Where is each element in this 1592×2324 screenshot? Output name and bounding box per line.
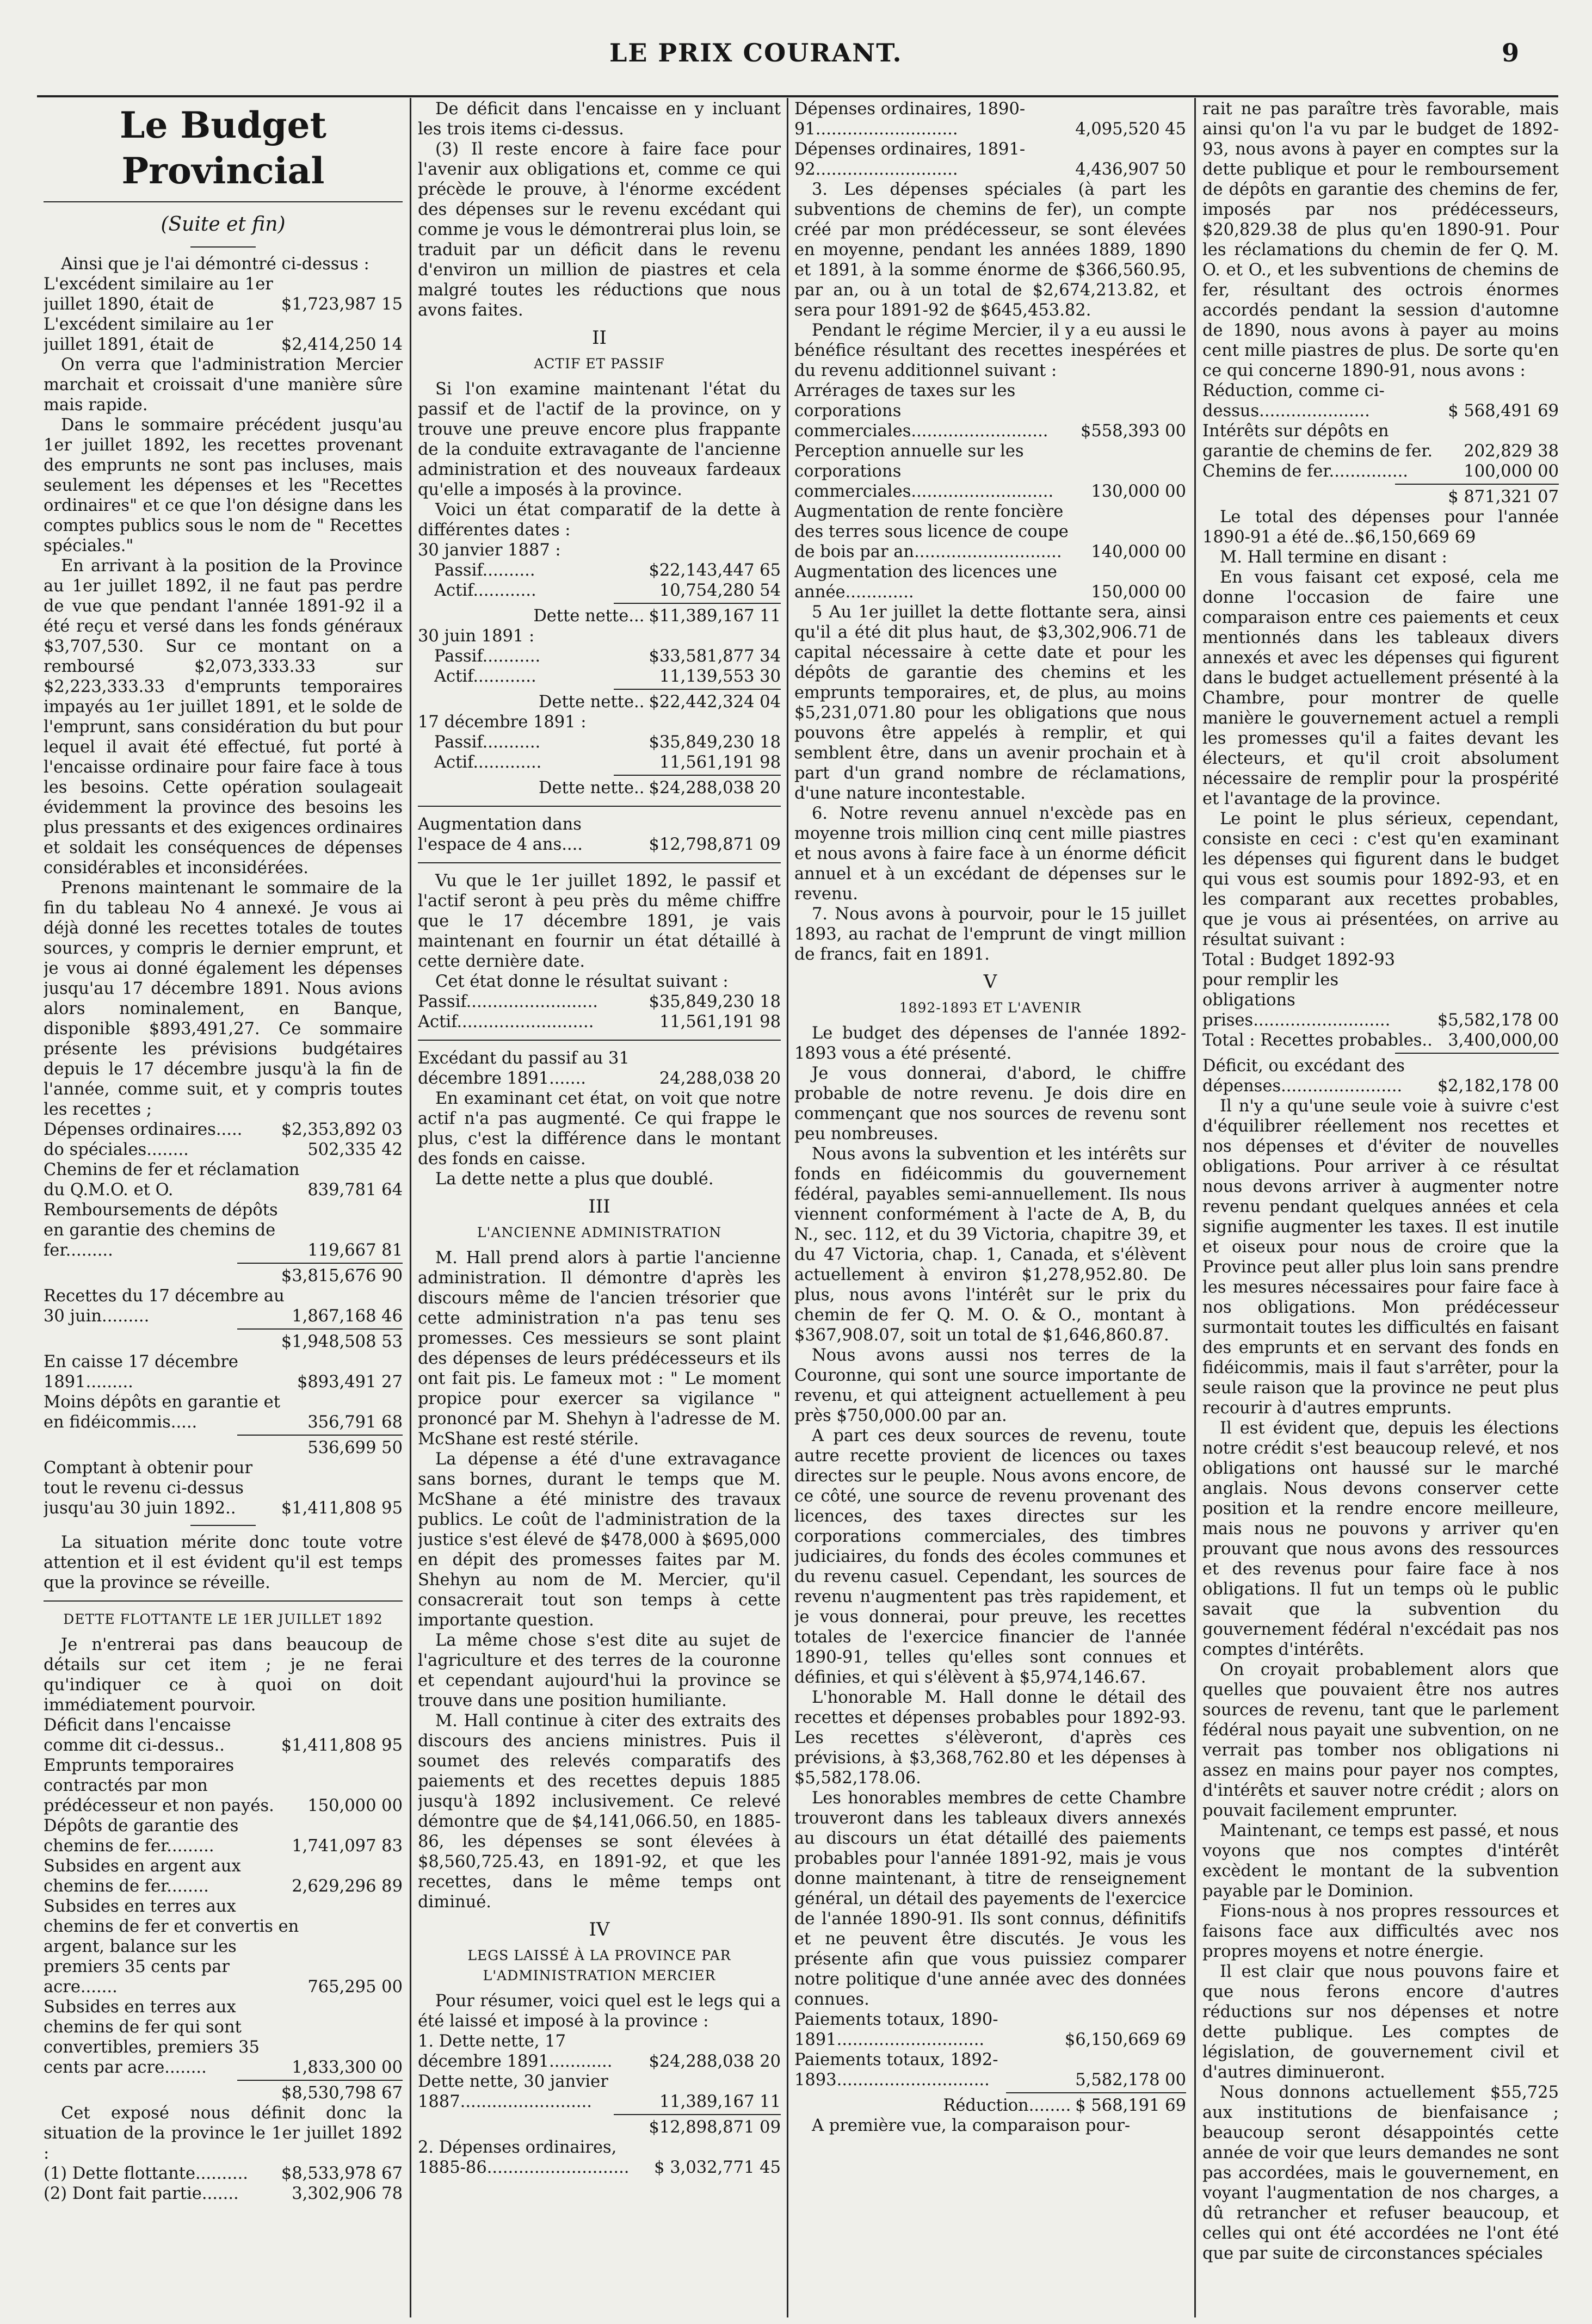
divider: [44, 201, 403, 202]
date-label: 30 janvier 1887 :: [418, 541, 561, 560]
page-number: 9: [1502, 38, 1520, 67]
paragraph: En examinant cet état, on voit que notre actif n'a pas augmenté. Ce qui frappe le plus, c'est la différence dans le montant des fonds en caisse.: [418, 1089, 781, 1169]
paragraph: On croyait probablement alors que quelles que pouvaient être nos autres sources de revenu, tant que le parlement fédéral nous payait une subvention, on ne verrait pas tomber nos obligations ni assez en mains pour payer nos comptes, d'intérêts et sauver notre crédit ; alors on pouvait facilement emprunter.: [1202, 1660, 1559, 1820]
column-rule: [1194, 98, 1196, 2317]
table-row: [44, 1286, 403, 1326]
row-amount: $35,849,230 18: [649, 992, 781, 1011]
paragraph: M. Hall continue à citer des extraits des discours des anciens ministres. Puis il soumet des relevés comparatifs des paiements et des recettes depuis 1885 jusqu'à 1892 inclusivement. Ce relevé démontre que de $4,141,066.50, en 1885-86, les dépenses se sont élevées à $8,560,725.43, en 1891-92, et que les recettes, dans le même temps ont diminué.: [418, 1711, 781, 1912]
amount-value: $1,723,987 15: [281, 295, 403, 314]
paragraph: Le budget des dépenses de l'année 1892-1893 vous a été présenté.: [794, 1024, 1186, 1063]
table-row: [44, 1896, 403, 1997]
total-row: [418, 778, 781, 798]
table-row: [44, 1140, 403, 1160]
table-row: [794, 139, 1186, 180]
row-amount: $5,582,178 00: [1437, 1011, 1559, 1030]
paragraph: Pour résumer, voici quel est le legs qui a été laissé et imposé à la province :: [418, 1992, 781, 2031]
total-amount: $ 568,191 69: [1075, 2096, 1186, 2115]
row-label: Emprunts temporaires contractés par mon prédécesseur et non payés.: [44, 1756, 274, 1815]
row-label: Chemins de fer...............: [1202, 462, 1408, 481]
row-label: Dette nette..: [539, 778, 645, 798]
column-2: [418, 99, 781, 2316]
row-label: Dette nette..: [539, 693, 645, 712]
row-label: Perception annuelle sur les corporations commerciales...........................: [794, 442, 1054, 501]
table-row: [418, 580, 781, 601]
row-amount: 11,139,553 30: [659, 667, 781, 686]
row-label: Chemins de fer et réclamation du Q.M.O. et O.: [44, 1160, 300, 1200]
paragraph: Voici un état comparatif de la dette à différentes dates :: [418, 500, 781, 540]
running-head: [0, 38, 1592, 71]
section-heading: ACTIF ET PASSIF: [534, 356, 665, 372]
row-amount: 502,335 42: [307, 1140, 403, 1159]
row-label: Moins dépôts en garantie et en fidéicommis.....: [44, 1393, 280, 1432]
paragraph: Nous donnons actuellement $55,725 aux institutions de bienfaisance ; beaucoup seront désappointés cette année de voir que leurs demandes ne sont pas accordées, mais le gouvernement, en voyant l'augmentation de nos charges, a dû retrancher et refuser beaucoup, et celles qui ont été accordées ne l'ont été que par suite de circonstances spéciales: [1202, 2083, 1559, 2263]
row-label: Recettes du 17 décembre au 30 juin.........: [44, 1287, 285, 1326]
date-label: 17 décembre 1891 :: [418, 713, 587, 732]
table-row: [44, 1997, 403, 2078]
row-amount: $1,411,808 95: [281, 1499, 403, 1518]
header-rule: [37, 95, 1558, 97]
row-label: Augmentation des licences une année.............: [794, 563, 1057, 602]
paragraph: Il est clair que nous pouvons faire et que nous ferons encore d'autres réductions sur nos dépenses et notre dette publique. Les comptes de législation, de gouvernement civil et d'autres diminueront.: [1202, 1962, 1559, 2082]
row-amount: 11,561,191 98: [659, 753, 781, 772]
row-label: Passif...........: [434, 647, 541, 666]
paragraph: Cet état donne le résultat suivant :: [435, 972, 729, 991]
paragraph: Pendant le régime Mercier, il y a eu aussi le bénéfice résultant des recettes inespérées et du revenu additionnel suivant :: [794, 321, 1186, 380]
paragraph: En arrivant à la position de la Province au 1er juillet 1892, il ne faut pas perdre de vue que pendant l'année 1891-92 il a été reçu et versé dans les fonds généraux $3,707,530. Sur ce montant on a remboursé $2,073,333.33 sur $2,223,333.33 d'emprunts temporaires impayés au 1er juillet 1891, et le solde de l'emprunt, sans considération du but pour lequel il avait été effectué, fut porté à l'encaisse ordinaire pour faire face à tous les besoins. Cette opération soulageait évidemment la province des besoins les plus pressants et des exigences ordinaires et soldait les conséquences de dépenses considérables et inconsidérées.: [44, 557, 403, 877]
total-amount: $11,389,167 11: [649, 607, 781, 626]
total-amount: $3,815,676 90: [281, 1266, 403, 1285]
row-label: Remboursements de dépôts en garantie des chemins de fer.........: [44, 1201, 278, 1260]
row-amount: 140,000 00: [1091, 542, 1186, 561]
table-row: [418, 992, 781, 1012]
table-row: [418, 560, 781, 580]
row-label: Total : Budget 1892-93 pour remplir les obligations prises..........................: [1202, 950, 1396, 1030]
row-amount: 11,561,191 98: [659, 1012, 781, 1031]
table-row: [794, 502, 1186, 562]
paragraph: Vu que le 1er juillet 1892, le passif et l'actif seront à peu près du même chiffre que le 17 décembre 1891, je vais maintenant en fournir un état détaillé à cette dernière date.: [418, 872, 781, 971]
divider: [190, 1525, 256, 1526]
article-subtitle: (Suite et fin): [161, 213, 286, 236]
row-amount: 356,791 68: [307, 1413, 403, 1432]
amount-label: L'excédent similaire au 1er juillet 1890, était de: [44, 275, 273, 314]
table-row: [418, 666, 781, 687]
row-label: Arrérages de taxes sur les corporations commerciales..........................: [794, 381, 1048, 441]
table-row: [1202, 461, 1559, 481]
row-amount: $ 3,032,771 45: [654, 2158, 781, 2177]
paragraph: M. Hall termine en disant :: [1220, 548, 1447, 567]
paragraph: 5 Au 1er juillet la dette flottante sera, ainsi qu'il a été dit plus haut, de $3,302,906.71 de capital nécessaire à cette date et pour les dépôts de garantie des chemins et les emprunts temporaires, et, de plus, au moins $5,231,071.80 pour les obligations que nous pouvons être appelés à remplir, et qui semblent être, dans un avenir prochain et à part d'un grand nombre de réclamations, d'une nature incontestable.: [794, 603, 1186, 803]
paragraph: L'honorable M. Hall donne le détail des recettes et dépenses probables pour 1892-93. Les recettes s'élèveront, d'après ces prévisions, à $3,368,762.80 et les dépenses à $5,582,178.06.: [794, 1688, 1186, 1788]
section-heading: L'ANCIENNE ADMINISTRATION: [477, 1225, 722, 1240]
paragraph: Cet exposé nous définit donc la situation de la province le 1er juillet 1892 :: [44, 2104, 403, 2163]
row-amount: 24,288,038 20: [659, 1069, 781, 1088]
row-label: (2) Dont fait partie.......: [44, 2184, 239, 2203]
paragraph: A part ces deux sources de revenu, toute autre recette provient de licences ou taxes directes sur le peuple. Nous avons encore, de ce côté, une source de revenu provenant des licences, des taxes directes sur les corporations commerciales, des timbres judiciaires, du fonds des écoles communes et du revenu casuel. Cependant, les sources de revenu n'augmentent pas très rapidement, et je vous donnerai, pour preuve, les recettes totales de l'exercice financier de l'année 1890-91, telles qu'elles sont connues et définies, et qui s'élèvent à $5,974,146.67.: [794, 1426, 1186, 1687]
paragraph: rait ne pas paraître très favorable, mais ainsi qu'on l'a vu par le budget de 1892-93, nous avons à payer en comptes sur la dette publique et pour le remboursement de dépôts en garantie des chemins de fer, imposés par nos prédécesseurs, $20,829.38 de plus qu'en 1890-91. Pour les réclamations du chemin de fer Q. M. O. et O., et les subventions de chemins de fer, résultant des octrois énormes accordés pendant la session d'automne de 1890, nous avons à payer au moins cent mille piastres de plus. De sorte qu'en ce qui concerne 1890-91, nous avons :: [1202, 100, 1559, 380]
total-amount: $12,898,871 09: [649, 2118, 781, 2137]
table-row: [418, 1048, 781, 1089]
table-row: [418, 752, 781, 772]
row-label: Réduction........: [943, 2096, 1071, 2115]
total-amount: $8,530,798 67: [281, 2084, 403, 2103]
row-label: Actif.............: [434, 753, 542, 772]
sum-rule: [1395, 484, 1559, 485]
paragraph: 7. Nous avons à pourvoir, pour le 15 juillet 1893, au rachat de l'emprunt de vingt million de francs, fait en 1891.: [794, 905, 1186, 964]
row-label: 2. Dépenses ordinaires, 1885-86...........................: [418, 2138, 630, 2177]
table-row: [418, 646, 781, 666]
table-row: [794, 441, 1186, 502]
row-amount: 2,629,296 89: [292, 1877, 403, 1896]
section-number: V: [983, 971, 997, 993]
row-label: Réduction, comme ci-dessus.....................: [1202, 381, 1385, 421]
table-row: [44, 1816, 403, 1856]
row-amount: 5,582,178 00: [1075, 2070, 1186, 2090]
row-label: Subsides en terres aux chemins de fer qui sont convertibles, premiers 35 cents par acre........: [44, 1998, 260, 2077]
paragraph: On verra que l'administration Mercier marchait et croissait d'une manière sûre mais rapide.: [44, 355, 403, 415]
row-label: Augmentation de rente foncière des terres sous licence de coupe de bois par an............................: [794, 502, 1069, 561]
row-amount: $558,393 00: [1080, 422, 1186, 441]
table-row: [1202, 381, 1559, 421]
table-row: [794, 562, 1186, 602]
row-label: Dépôts de garantie des chemins de fer.........: [44, 1816, 239, 1856]
divider: [418, 862, 781, 863]
row-amount: 3,400,000,00: [1448, 1031, 1559, 1050]
sum-rule: [614, 2114, 781, 2115]
sum-rule: [614, 603, 781, 604]
row-amount: 839,781 64: [307, 1180, 403, 1200]
table-row: [1202, 1030, 1559, 1050]
running-title: LE PRIX COURANT.: [609, 38, 903, 67]
paragraph: La dette nette a plus que doublé.: [435, 1170, 714, 1189]
table-row: [44, 2184, 403, 2204]
row-amount: 10,754,280 54: [659, 581, 781, 600]
row-label: Subsides en terres aux chemins de fer et convertis en argent, balance sur les premiers 35 cents par acre.......: [44, 1897, 299, 1997]
row-amount: $ 568,491 69: [1448, 401, 1559, 421]
total-amount: $24,288,038 20: [649, 778, 781, 798]
table-row: [418, 732, 781, 752]
table-row: [44, 1200, 403, 1260]
row-amount: $22,143,447 65: [649, 561, 781, 580]
paragraph: Ainsi que je l'ai démontré ci-dessus :: [61, 255, 369, 274]
row-label: Dépenses ordinaires.....: [44, 1120, 243, 1139]
row-amount: $893,491 27: [297, 1373, 403, 1392]
paragraph: Le total des dépenses pour l'année 1890-91 a été de..$6,150,669 69: [1202, 508, 1559, 547]
sum-rule: [1006, 2092, 1186, 2093]
section-number: IV: [589, 1919, 610, 1940]
total-row: [418, 692, 781, 712]
total-amount: $ 871,321 07: [1448, 487, 1559, 506]
amount-row: [44, 314, 403, 355]
row-label: Actif............: [434, 581, 536, 600]
paragraph: De déficit dans l'encaisse en y incluant les trois items ci-dessus.: [418, 100, 781, 139]
paragraph: Fions-nous à nos propres ressources et faisons face aux difficultés avec nos propres moyens et notre énergie.: [1202, 1902, 1559, 1961]
total-row: [44, 1266, 403, 1286]
row-label: Dette nette...: [533, 607, 645, 626]
total-amount: $22,442,324 04: [649, 693, 781, 712]
section-heading: DETTE FLOTTANTE LE 1ER JUILLET 1892: [63, 1611, 383, 1627]
row-amount: 202,829 38: [1464, 442, 1559, 461]
paragraph: Si l'on examine maintenant l'état du passif et de l'actif de la province, on y trouve une preuve encore plus frappante de la conduite extravagante de l'ancienne administration et des nouveaux fardeaux qu'elle a imposés à la province.: [418, 380, 781, 499]
row-label: (1) Dette flottante..........: [44, 2164, 248, 2183]
row-label: 1. Dette nette, 17 décembre 1891............: [418, 2032, 613, 2071]
row-label: Paiements totaux, 1890-1891............................: [794, 2010, 998, 2049]
row-label: Passif...........: [434, 733, 541, 752]
row-amount: 4,095,520 45: [1075, 120, 1186, 139]
table-row: [44, 1392, 403, 1432]
total-row: [44, 2083, 403, 2103]
section-number: III: [588, 1196, 610, 1217]
divider: [44, 1600, 403, 1602]
row-amount: 4,436,907 50: [1075, 160, 1186, 179]
row-amount: 1,833,300 00: [292, 2058, 403, 2077]
row-amount: $24,288,038 20: [649, 2052, 781, 2071]
row-label: Actif............: [434, 667, 536, 686]
amount-value: $2,414,250 14: [281, 335, 403, 354]
total-row: [794, 2096, 1186, 2116]
table-row: [44, 2164, 403, 2184]
total-row: [418, 606, 781, 626]
paragraph: Il n'y a qu'une seule voie à suivre c'est d'équilibrer réellement nos recettes et nos dépenses et d'éviter de nouvelles obligations. Pour arriver à ce résultat nous devons arriver à augmenter notre revenu pendant quelques années et cela signifie augmenter les taxes. Il est inutile et oiseux pour nous de croire que la Province peut aller plus loin sans prendre les mesures nécessaires pour faire face à nos obligations. Mon prédécesseur surmontait toutes les difficultés en faisant des emprunts et en servant des fonds en fidéicommis, mais il faut s'arrêter, pour la seule raison que la province ne peut plus recourir à d'autres emprunts.: [1202, 1097, 1559, 1418]
table-row: [44, 1715, 403, 1756]
section-heading: LEGS LAISSÉ À LA PROVINCE PAR L'ADMINISTRATION MERCIER: [467, 1948, 731, 1983]
sum-rule: [237, 1263, 403, 1264]
paragraph: Dans le sommaire précédent jusqu'au 1er juillet 1892, les recettes provenant des emprunts ne sont pas incluses, mais seulement les dépenses et les "Recettes ordinaires" et ce que l'on désigne dans les comptes publics sous le nom de " Recettes spéciales.": [44, 416, 403, 555]
row-label: Dette nette, 30 janvier 1887.........................: [418, 2072, 608, 2111]
paragraph: Je vous donnerai, d'abord, le chiffre probable de notre revenu. Je dois dire en commençant que nos sources de revenu sont peu nombreuses.: [794, 1064, 1186, 1144]
table-row: [1202, 421, 1559, 461]
paragraph: Il est évident que, depuis les élections notre crédit s'est beaucoup relevé, et nos obligations ont haussé sur le marché anglais. Nous devons conserver cette position et la rendre encore meilleure, mais nous ne pouvons y arriver qu'en prouvant que nous avons des ressources et des revenus pour faire face à nos obligations. Il fut un temps où le public savait que la subvention du gouvernement fédéral n'excédait pas nos comptes d'intérêts.: [1202, 1419, 1559, 1659]
paragraph: La situation mérite donc toute votre attention et il est évident qu'il est temps que la province se réveille.: [44, 1533, 403, 1592]
row-amount: 119,667 81: [307, 1241, 403, 1260]
paragraph: A première vue, la comparaison pour-: [812, 2116, 1131, 2135]
column-3: [794, 99, 1186, 2316]
paragraph: La dépense a été d'une extravagance sans bornes, durant le temps que M. McShane a été ministre des travaux publics. Le coût de l'administration de la justice s'est élevé de $478,000 à $695,000 en dépit des promesses faites par M. Shehyn au nom de M. Mercier, qu'il consacrerait tout son temps à cette importante question.: [418, 1450, 781, 1630]
total-amount: 536,699 50: [307, 1438, 403, 1457]
row-label: En caisse 17 décembre 1891.........: [44, 1352, 238, 1392]
row-amount: $6,150,669 69: [1064, 2030, 1186, 2049]
row-label: do spéciales........: [44, 1140, 189, 1159]
row-label: Déficit dans l'encaisse comme dit ci-dessus..: [44, 1716, 231, 1755]
table-row: [418, 814, 781, 855]
table-row: [1202, 950, 1559, 1030]
sum-rule: [237, 1435, 403, 1436]
row-label: Excédant du passif au 31 décembre 1891.......: [418, 1049, 630, 1088]
total-row: [418, 2117, 781, 2137]
section-number: II: [592, 327, 607, 349]
row-label: Comptant à obtenir pour tout le revenu ci-dessus jusqu'au 30 juin 1892..: [44, 1458, 253, 1518]
table-row: [44, 1160, 403, 1200]
paragraph: Maintenant, ce temps est passé, et nous voyons que nos comptes d'intérêt excèdent le montant de la subvention payable par le Dominion.: [1202, 1821, 1559, 1901]
amount-row: [44, 274, 403, 314]
table-row: [794, 99, 1186, 139]
table-row: [794, 381, 1186, 441]
row-amount: 100,000 00: [1464, 462, 1559, 481]
row-label: Passif..........: [434, 561, 535, 580]
row-amount: $1,411,808 95: [281, 1736, 403, 1755]
total-row: [1202, 1056, 1559, 1096]
row-label: Dépenses ordinaires, 1891-92...........................: [794, 140, 1026, 179]
row-label: Passif.........................: [418, 992, 598, 1011]
row-amount: 11,389,167 11: [659, 2092, 781, 2111]
total-amount: $1,948,508 53: [281, 1332, 403, 1351]
table-row: [44, 1458, 403, 1518]
total-row: [44, 1332, 403, 1352]
row-label: Dépenses ordinaires, 1890-91...........................: [794, 100, 1026, 139]
row-label: Déficit, ou excédant des dépenses.......................: [1202, 1056, 1405, 1096]
paragraph: Nous avons aussi nos terres de la Couronne, qui sont une source importante de revenu, et qui atteignent actuellement à peu près $750,000.00 par an.: [794, 1346, 1186, 1425]
total-row: [1202, 487, 1559, 507]
table-row: [44, 1120, 403, 1140]
sum-rule: [614, 775, 781, 776]
row-amount: 1,867,168 46: [292, 1307, 403, 1326]
table-prevision: [44, 1120, 403, 1518]
paragraph: (3) Il reste encore à faire face pour l'avenir aux obligations et, comme ce qui précède le prouve, à l'énorme excédent des dépenses sur le revenu excédant qui comme je vous le démontrerai plus loin, se traduit par un déficit dans le revenu d'environ un million de piastres et cela malgré toutes les réductions que nous avons faites.: [418, 140, 781, 320]
paragraph: Prenons maintenant le sommaire de la fin du tableau No 4 annexé. Je vous ai déjà donné les recettes totales de toutes sources, y compris le dernier emprunt, et je vous ai donné également les dépenses jusqu'au 17 décembre 1891. Nous avions alors nominalement, en Banque, disponible $893,491,27. Ce sommaire présente les prévisions budgétaires depuis le 17 décembre jusqu'à la fin de l'année, comme suit, et y compris toutes les recettes ;: [44, 879, 403, 1119]
date-label: 30 juin 1891 :: [418, 627, 535, 646]
total-row: [44, 1438, 403, 1458]
table-row: [418, 2137, 781, 2178]
row-amount: $8,533,978 67: [281, 2164, 403, 2183]
sum-rule: [237, 2080, 403, 2081]
row-label: Intérêts sur dépôts en garantie de chemins de fer.: [1202, 422, 1433, 461]
row-amount: 150,000 00: [1091, 583, 1186, 602]
sum-rule: [614, 689, 781, 690]
table-row: [794, 2050, 1186, 2090]
table-row: [418, 2031, 781, 2072]
row-amount: $2,353,892 03: [281, 1120, 403, 1139]
paragraph: Je n'entrerai pas dans beaucoup de détails sur cet item ; je ne ferai qu'indiquer ce à quoi on doit immédiatement pourvoir.: [44, 1635, 403, 1715]
divider: [418, 1040, 781, 1041]
column-rule: [787, 98, 788, 2317]
row-amount: 1,741,097 83: [292, 1837, 403, 1856]
section-heading: 1892-1893 ET L'AVENIR: [899, 1000, 1082, 1016]
column-rule: [410, 98, 411, 2317]
paragraph: Le point le plus sérieux, cependant, consiste en ceci : c'est qu'en examinant les dépenses qui figurent dans le budget qui vous est soumis pour 1892-93, et en les comparant aux recettes probables, que je vous ai présentées, on arrive au résultat suivant :: [1202, 809, 1559, 949]
paragraph: En vous faisant cet exposé, cela me donne l'occasion de faire une comparaison entre ces paiements et ceux mentionnés dans les tableaux divers annexés et avec les dépenses qui figurent dans le budget actuellement présenté à la Chambre, pour montrer de quelle manière le gouvernement actuel a rempli les promesses qu'il a faites devant les électeurs, et qu'il croit absolument nécessaire de remplir pour la prospérité et l'avantage de la province.: [1202, 568, 1559, 808]
table-row: [418, 2072, 781, 2112]
row-amount: 130,000 00: [1091, 482, 1186, 501]
row-amount: $33,581,877 34: [649, 647, 781, 666]
column-4: [1202, 99, 1559, 2316]
amount-label: L'excédent similaire au 1er juillet 1891, était de: [44, 315, 273, 354]
divider: [190, 246, 256, 248]
row-amount: 150,000 00: [307, 1796, 403, 1815]
divider: [418, 806, 781, 807]
paragraph: M. Hall prend alors à partie l'ancienne administration. Il démontre d'après les discours même de l'ancien trésorier que cette administration n'a pas tenu ses promesses. Ces messieurs se sont plaint des dépenses de leurs prédécesseurs et ils ont fait pis. Le fameux mot : " Le moment propice pour exercer sa vigilance " prononcé par M. Shehyn à l'adresse de M. McShane est resté stérile.: [418, 1248, 781, 1449]
row-amount: $35,849,230 18: [649, 733, 781, 752]
paragraph: 3. Les dépenses spéciales (à part les subventions de chemins de fer), un compte créé par mon prédécesseur, se sont élevées en moyenne, pendant les années 1889, 1890 et 1891, à la somme énorme de $366,560.95, par an, ou à un total de $2,674,213.82, et sera pour 1891-92 de $645,453.82.: [794, 180, 1186, 320]
table-row: [44, 1352, 403, 1392]
row-amount: $12,798,871 09: [649, 835, 781, 854]
table-row: [418, 1012, 781, 1032]
row-label: Total : Recettes probables..: [1202, 1031, 1433, 1050]
column-1: [44, 99, 403, 2316]
row-amount: 765,295 00: [307, 1977, 403, 1997]
row-amount: 3,302,906 78: [292, 2184, 403, 2203]
table-row: [794, 2010, 1186, 2050]
table-dette: [44, 1715, 403, 2103]
sum-rule: [1395, 1053, 1559, 1054]
paragraph: 6. Notre revenu annuel n'excède pas en moyenne trois million cinq cent mille piastres et nous avons à faire face à un énorme déficit annuel et à un excédant de dépenses sur le revenu.: [794, 804, 1186, 904]
row-label: Actif..........................: [418, 1012, 594, 1031]
table-row: [44, 1756, 403, 1816]
row-label: Subsides en argent aux chemins de fer........: [44, 1857, 241, 1896]
paragraph: La même chose s'est dite au sujet de l'agriculture et des terres de la couronne et cependant aujourd'hui la province se trouve dans une position humiliante.: [418, 1631, 781, 1710]
total-amount: $2,182,178 00: [1437, 1077, 1559, 1096]
article-title: Le Budget Provincial: [120, 104, 326, 192]
table-row: [44, 1856, 403, 1896]
row-label: Augmentation dans l'espace de 4 ans....: [418, 815, 583, 854]
paragraph: Les honorables membres de cette Chambre trouveront dans les tableaux divers annexés au discours un état détaillé des paiements probables pour l'année 1891-92, mais je vous donne maintenant, à titre de renseignement général, un détail des payements de l'exercice de l'année 1890-91. Ils sont connus, définitifs et ne peuvent être discutés. Je vous les présente afin que vous puissiez comparer notre politique d'une année avec des données connues.: [794, 1789, 1186, 2009]
row-label: Paiements totaux, 1892-1893.............................: [794, 2050, 998, 2090]
sum-rule: [237, 1328, 403, 1330]
paragraph: Nous avons la subvention et les intérêts sur fonds en fidéicommis du gouvernement fédéral, payables semi-annuellement. Ils nous viennent conformément à l'acte de A, B, du N., sec. 112, et du 39 Victoria, chapitre 39, et du 47 Victoria, chap. 1, Canada, et s'élèvent actuellement à environ $1,278,952.80. De plus, nous avons l'intérêt sur le prix du chemin de fer Q. M. O. & O., montant à $367,908.07, soit un total de $1,646,860.87.: [794, 1145, 1186, 1345]
